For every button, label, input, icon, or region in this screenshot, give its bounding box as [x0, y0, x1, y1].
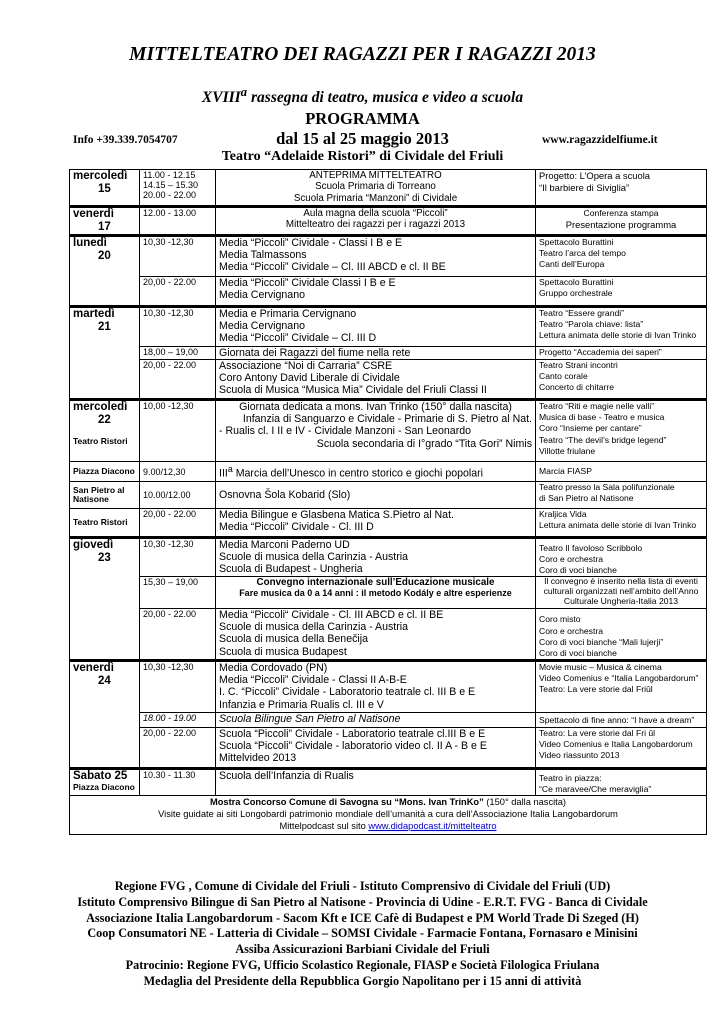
event-cell	[216, 170, 536, 207]
subtitle-text: rassegna di teatro, musica e video a scuola	[247, 89, 524, 107]
time-slot: 20,00 - 22.00	[143, 276, 197, 287]
event-line: Osnovna Šola Kobarid (Slo)	[219, 489, 351, 502]
schedule-row	[70, 482, 707, 509]
note-cell	[536, 346, 707, 359]
event-line: Media “Piccoli” Cividale – Cl. III D	[219, 332, 377, 345]
note-cell	[536, 207, 707, 236]
time-slot: 10.30 - 11.30	[143, 770, 196, 781]
day-name: mercoledì	[73, 170, 128, 182]
event-line: Media Cordovado (PN)	[219, 662, 328, 675]
time-cell	[140, 462, 216, 482]
time-cell	[140, 577, 216, 609]
event-line: Media Bilingue e Glasbena Matica S.Pietro al Nat.	[219, 509, 454, 522]
time-cell	[140, 661, 216, 713]
event-line: Scuola secondaria di I°grado “Tita Gori” Nimis	[316, 437, 532, 450]
note-line: “Ce maravee/Che meraviglia”	[539, 783, 652, 794]
day-number: 17	[98, 220, 111, 233]
time-cell	[140, 769, 216, 796]
time-slot: 18,00 – 19,00	[143, 346, 199, 357]
footer-notes-cell	[70, 796, 707, 835]
programma-heading: PROGRAMMA	[305, 109, 420, 128]
note-line: Progetto “Accademia dei saperi”	[539, 346, 662, 357]
event-line: Scuole di musica della Carinzia - Austria	[219, 551, 409, 564]
note-line: Coro di voci bianche “Mali lujerji”	[539, 636, 664, 647]
time-slot: 10,00 -12,30	[143, 401, 194, 412]
note-line: Canti dell’Europa	[539, 259, 605, 270]
note-line: Teatro Strani incontri	[539, 360, 618, 371]
schedule-row	[70, 577, 707, 609]
day-cell	[70, 769, 140, 796]
day-cell	[70, 306, 140, 399]
note-line: culturali organizzati nell’ambito dell’Anno	[543, 586, 699, 597]
event-cell	[216, 577, 536, 609]
note-line: Coro di voci bianche	[539, 647, 617, 658]
event-line: Scuola “Piccoli” Cividale - laboratorio video cl. II A - B e E	[219, 740, 487, 753]
event-cell	[216, 482, 536, 509]
note-line: Teatro: La vere storie dal Friûl	[539, 684, 653, 695]
venue-label: San Pietro al Natisone	[73, 484, 125, 505]
day-cell	[70, 400, 140, 462]
event-cell	[216, 713, 536, 728]
event-line: Associazione “Noi di Carraria” CSRE	[219, 360, 393, 373]
website-link[interactable]: www.ragazzidelfiume.it	[542, 134, 658, 146]
note-cell	[536, 462, 707, 482]
time-slot: 10.00/12.00	[143, 490, 191, 501]
time-cell	[140, 207, 216, 236]
note-line: Teatro presso la Sala polifunzionale	[539, 482, 675, 493]
event-cell	[216, 346, 536, 359]
note-line: Kraljica Vida	[539, 509, 587, 520]
event-line: Convegno internazionale sull’Educazione musicale	[256, 577, 495, 589]
schedule-row	[70, 346, 707, 359]
venue-label: Piazza Diacono	[73, 465, 135, 476]
time-slot: 20,00 - 22.00	[143, 609, 197, 620]
podcast-link[interactable]: www.didapodcast.it/mittelteatro	[368, 821, 497, 832]
note-line: di San Pietro al Natisone	[539, 493, 634, 504]
event-line: Fare musica da 0 a 14 anni : il metodo Kodály e altre esperienze	[239, 588, 512, 599]
note-line: Spettacolo di fine anno: “I have a dream”	[539, 714, 695, 725]
time-slot: 12.00 - 13.00	[143, 208, 197, 218]
event-cell	[216, 728, 536, 769]
venue-cell	[70, 462, 140, 482]
schedule-row	[70, 661, 707, 713]
note-line: Coro e orchestra	[539, 553, 604, 564]
note-line: Lettura animata delle storie di Ivan Trinko	[539, 520, 697, 531]
note-line: Teatro in piazza:	[539, 772, 602, 783]
event-line: Scuola di musica della Benečija	[219, 633, 368, 646]
note-line: Spettacolo Burattini	[539, 276, 614, 287]
day-name: venerdì	[73, 662, 114, 675]
schedule-row	[70, 509, 707, 538]
schedule-row	[70, 207, 707, 236]
time-slot: 10,30 -12,30	[143, 307, 194, 318]
note-cell	[536, 769, 707, 796]
schedule-row	[70, 170, 707, 207]
time-slot: 20,00 - 22.00	[143, 509, 197, 520]
schedule-row	[70, 400, 707, 462]
note-cell	[536, 235, 707, 276]
time-cell	[140, 509, 216, 538]
event-line: Scuola dell’Infanzia di Rualis	[219, 770, 354, 783]
note-line: Video riassunto 2013	[539, 750, 620, 761]
time-slot: 9.00/12,30	[143, 466, 186, 477]
sponsors-credits	[0, 879, 725, 990]
time-slot: 11.00 - 12.15	[143, 170, 196, 180]
event-line: III	[219, 467, 228, 480]
note-line: Musica di base - Teatro e musica	[539, 412, 665, 423]
day-name: venerdì	[73, 208, 114, 220]
note-line: “Il barbiere di Siviglia”	[539, 182, 630, 194]
event-line: Coro Antony David Liberale di Cividale	[219, 372, 400, 385]
note-line: Lettura animata delle storie di Ivan Trinko	[539, 330, 697, 341]
event-line: Aula magna della scuola “Piccoli”	[303, 208, 448, 219]
event-line: Scuola Primaria “Manzoni” di Cividale	[293, 192, 458, 204]
note-line: Movie music – Musica & cinema	[539, 662, 662, 673]
event-line: Scuola di musica Budapest	[219, 645, 347, 658]
document-title: MITTELTEATRO DEI RAGAZZI PER I RAGAZZI 2013	[129, 44, 596, 65]
event-line: Scuola Primaria di Torreano	[315, 181, 436, 193]
event-line: Infanzia e Primaria Rualis cl. III e V	[219, 698, 384, 711]
credits-line: Assiba Assicurazioni Barbiani Cividale del Friuli	[235, 942, 490, 957]
note-cell	[536, 170, 707, 207]
event-cell	[216, 538, 536, 577]
venue-cell	[70, 482, 140, 509]
note-line: Gruppo orchestrale	[539, 288, 613, 299]
event-cell	[216, 609, 536, 661]
time-slot: 20,00 - 22.00	[143, 728, 197, 739]
event-superscript: a	[227, 463, 233, 474]
day-name: martedì	[73, 307, 115, 320]
event-cell	[216, 509, 536, 538]
event-cell	[216, 207, 536, 236]
note-line: Teatro “Riti e magie nelle valli”	[539, 401, 655, 412]
day-number: 22	[98, 414, 111, 427]
note-line: Villotte friulane	[539, 445, 596, 456]
note-cell	[536, 360, 707, 400]
note-cell	[536, 728, 707, 769]
note-cell	[536, 609, 707, 661]
schedule-row	[70, 769, 707, 796]
time-slot: 10,30 -12,30	[143, 662, 194, 673]
event-cell	[216, 462, 536, 482]
note-cell	[536, 577, 707, 609]
credits-line: Associazione Italia Langobardorum - Sacom Kft e ICE Cafè di Budapest e PM World Trade Di Szeged (H)	[86, 910, 639, 925]
event-line: Mittelteatro dei ragazzi per i ragazzi 2013	[285, 219, 466, 231]
note-line: Teatro “Essere grandi”	[539, 307, 625, 318]
note-cell	[536, 538, 707, 577]
schedule-row	[70, 713, 707, 728]
credits-line: Patrocinio: Regione FVG, Ufficio Scolastico Regionale, FIASP e Società Filologica Friulana	[125, 957, 600, 972]
schedule-row	[70, 462, 707, 482]
day-name: mercoledì	[73, 401, 128, 414]
note-line: Coro e orchestra	[539, 625, 604, 636]
note-line: Teatro: La vere storie dal Fri ûl	[539, 728, 656, 739]
time-cell	[140, 609, 216, 661]
schedule-row	[70, 306, 707, 346]
time-cell	[140, 360, 216, 400]
time-cell	[140, 400, 216, 462]
event-line: ANTEPRIMA MITTELTEATRO	[309, 170, 442, 181]
day-cell	[70, 661, 140, 769]
time-cell	[140, 728, 216, 769]
event-cell	[216, 661, 536, 713]
time-cell	[140, 170, 216, 207]
event-line: Scuole di musica della Carinzia - Austria	[219, 621, 409, 634]
day-cell	[70, 170, 140, 207]
note-cell	[536, 509, 707, 538]
event-line: Media Cervignano	[219, 289, 305, 302]
day-number: 21	[98, 320, 111, 333]
schedule-row	[70, 538, 707, 577]
schedule-row	[70, 609, 707, 661]
time-slot: 20.00 - 22.00	[143, 190, 197, 201]
credits-line: Medaglia del Presidente della Repubblica Gorgio Napolitano per i 15 anni di attività	[143, 973, 582, 988]
footer-note-line	[73, 820, 703, 832]
schedule-table	[69, 169, 707, 835]
event-line: I. C. “Piccoli” Cividale - Laboratorio teatrale cl. III B e E	[219, 686, 476, 699]
note-cell	[536, 482, 707, 509]
event-line: Media “Piccoli” Cividale - Classi II A-B-E	[219, 674, 407, 687]
time-slot: 18.00 - 19.00	[143, 713, 197, 724]
subtitle-superscript: a	[240, 84, 248, 99]
event-line: Infanzia di Sanguarzo e Cividale - Primarie di S. Pietro al Nat.	[242, 413, 532, 426]
day-cell	[70, 235, 140, 306]
event-line: - Rualis cl. I II e IV - Cividale Manzoni - San Leonardo	[219, 425, 472, 438]
time-slot: 15,30 – 19,00	[143, 577, 199, 588]
note-line: Il convegno è inserito nella lista di eventi	[544, 576, 698, 587]
day-number: 20	[98, 249, 111, 262]
time-slot: 10,30 -12,30	[143, 236, 194, 247]
venue-label: Teatro Ristori	[73, 516, 128, 527]
time-cell	[140, 276, 216, 306]
day-number: 15	[98, 182, 111, 195]
note-line: Teatro Il favoloso Scribbolo	[539, 542, 643, 553]
time-cell	[140, 538, 216, 577]
subtitle-roman: XVIII	[201, 89, 241, 107]
event-line: Media Marconi Paderno UD	[219, 539, 350, 552]
note-line: Progetto: L’Opera a scuola	[539, 170, 651, 181]
event-dates: dal 15 al 25 maggio 2013	[276, 129, 449, 148]
info-phone: Info +39.339.7054707	[73, 134, 178, 146]
credits-line: Regione FVG , Comune di Cividale del Friuli - Istituto Comprensivo di Cividale del Friuli (UD)	[114, 879, 611, 893]
footer-note-text: (150° dalla nascita)	[483, 797, 567, 808]
time-cell	[140, 482, 216, 509]
time-cell	[140, 713, 216, 728]
note-cell	[536, 713, 707, 728]
footer-note-line	[73, 796, 703, 808]
venue-cell	[70, 509, 140, 538]
note-line: Conferenza stampa	[583, 208, 659, 218]
note-line: Teatro “Parola chiave: lista”	[539, 319, 644, 330]
event-line: Giornata dei Ragazzi del fiume nella rete	[219, 346, 411, 359]
credits-line: Coop Consumatori NE - Latteria di Cividale – SOMSI Cividale - Farmacie Fontana, Fornasaro e Minisini	[87, 926, 638, 941]
event-line: Giornata dedicata a mons. Ivan Trinko (150° dalla nascita)	[239, 401, 512, 414]
schedule-row	[70, 728, 707, 769]
footer-note-bold: Mostra Concorso Comune di Savogna su “Mons. Ivan TrinKo”	[209, 797, 484, 808]
event-cell	[216, 769, 536, 796]
note-line: Coro misto	[539, 614, 581, 625]
time-slot: 20,00 - 22.00	[143, 360, 197, 371]
venue-label: Teatro Ristori	[73, 436, 128, 447]
event-line: Media e Primaria Cervignano	[219, 307, 357, 320]
event-line: Scuola di Budapest - Ungheria	[219, 563, 363, 576]
event-line: Media Cervignano	[219, 320, 305, 333]
event-line: Scuola di Musica “Musica Mia” Cividale del Friuli Classi II	[219, 384, 487, 397]
venue-label: Piazza Diacono	[73, 782, 135, 793]
event-cell	[216, 360, 536, 400]
document-subtitle	[0, 84, 725, 107]
day-name: giovedì	[73, 539, 114, 552]
note-cell	[536, 276, 707, 306]
note-line: Coro di voci bianche	[539, 564, 617, 575]
time-cell	[140, 235, 216, 276]
event-line: Scuola “Piccoli” Cividale - Laboratorio teatrale cl.III B e E	[219, 728, 486, 741]
event-cell	[216, 306, 536, 346]
time-cell	[140, 306, 216, 346]
note-cell	[536, 306, 707, 346]
event-line: Marcia dell’Unesco in centro storico e giochi popolari	[232, 467, 484, 480]
event-line: Media “Piccoli” Cividale - Cl. III D	[219, 521, 374, 534]
event-cell	[216, 235, 536, 276]
event-line: Media “Piccoli” Cividale Classi I B e E	[219, 276, 396, 289]
day-cell	[70, 538, 140, 661]
note-line: Teatro “The devil’s bridge legend”	[539, 434, 667, 445]
schedule-row	[70, 276, 707, 306]
day-name: lunedì	[73, 236, 107, 249]
event-line: Media Talmassons	[219, 249, 307, 262]
note-line: Canto corale	[539, 371, 588, 382]
note-line: Spettacolo Burattini	[539, 236, 614, 247]
credits-line: Istituto Comprensivo Bilingue di San Pietro al Natisone - Provincia di Udine - E.R.T. FVG - Banca di Cividale	[77, 894, 648, 909]
time-slot: 10,30 -12,30	[143, 539, 194, 550]
note-line: Coro “Insieme per cantare”	[539, 423, 642, 434]
event-cell	[216, 276, 536, 306]
day-name: Sabato 25	[73, 770, 128, 783]
schedule-row	[70, 235, 707, 276]
note-line: Culturale Ungheria-Italia 2013	[563, 595, 679, 606]
day-cell	[70, 207, 140, 236]
day-number: 23	[98, 552, 111, 565]
schedule-row	[70, 360, 707, 400]
footer-note-text: Mittelpodcast sul sito	[279, 821, 369, 832]
day-number: 24	[98, 675, 111, 688]
event-line: Mittelvideo 2013	[219, 752, 297, 765]
event-line: Scuola Bilingue San Pietro al Natisone	[219, 713, 401, 726]
note-cell	[536, 400, 707, 462]
note-line: Presentazione programma	[565, 219, 677, 231]
time-cell	[140, 346, 216, 359]
note-line: Video Comenius e “Italia Langobardorum”	[539, 673, 699, 684]
venue-heading: Teatro “Adelaide Ristori” di Cividale del Friuli	[221, 149, 504, 164]
event-line: Media “Piccoli“ Cividale - Cl. III ABCD e cl. II BE	[219, 609, 444, 622]
note-line: Teatro l’arca del tempo	[539, 248, 626, 259]
event-line: Media “Piccoli” Cividale - Classi I B e E	[219, 236, 403, 249]
note-cell	[536, 661, 707, 713]
note-line: Concerto di chitarre	[539, 382, 614, 393]
note-line: Marcia FIASP	[539, 466, 593, 477]
note-line: Video Comenius e Italia Langobardorum	[539, 739, 693, 750]
schedule-footer-row	[70, 796, 707, 835]
footer-note-line: Visite guidate ai siti Longobardi patrimonio mondiale dell’umanità a cura dell’Associazione Italia Langobardorum	[158, 809, 618, 820]
time-slot: 14.15 – 15.30	[143, 180, 199, 191]
event-cell	[216, 400, 536, 462]
event-line: Media “Piccoli” Cividale – Cl. III ABCD e cl. II BE	[219, 261, 446, 274]
